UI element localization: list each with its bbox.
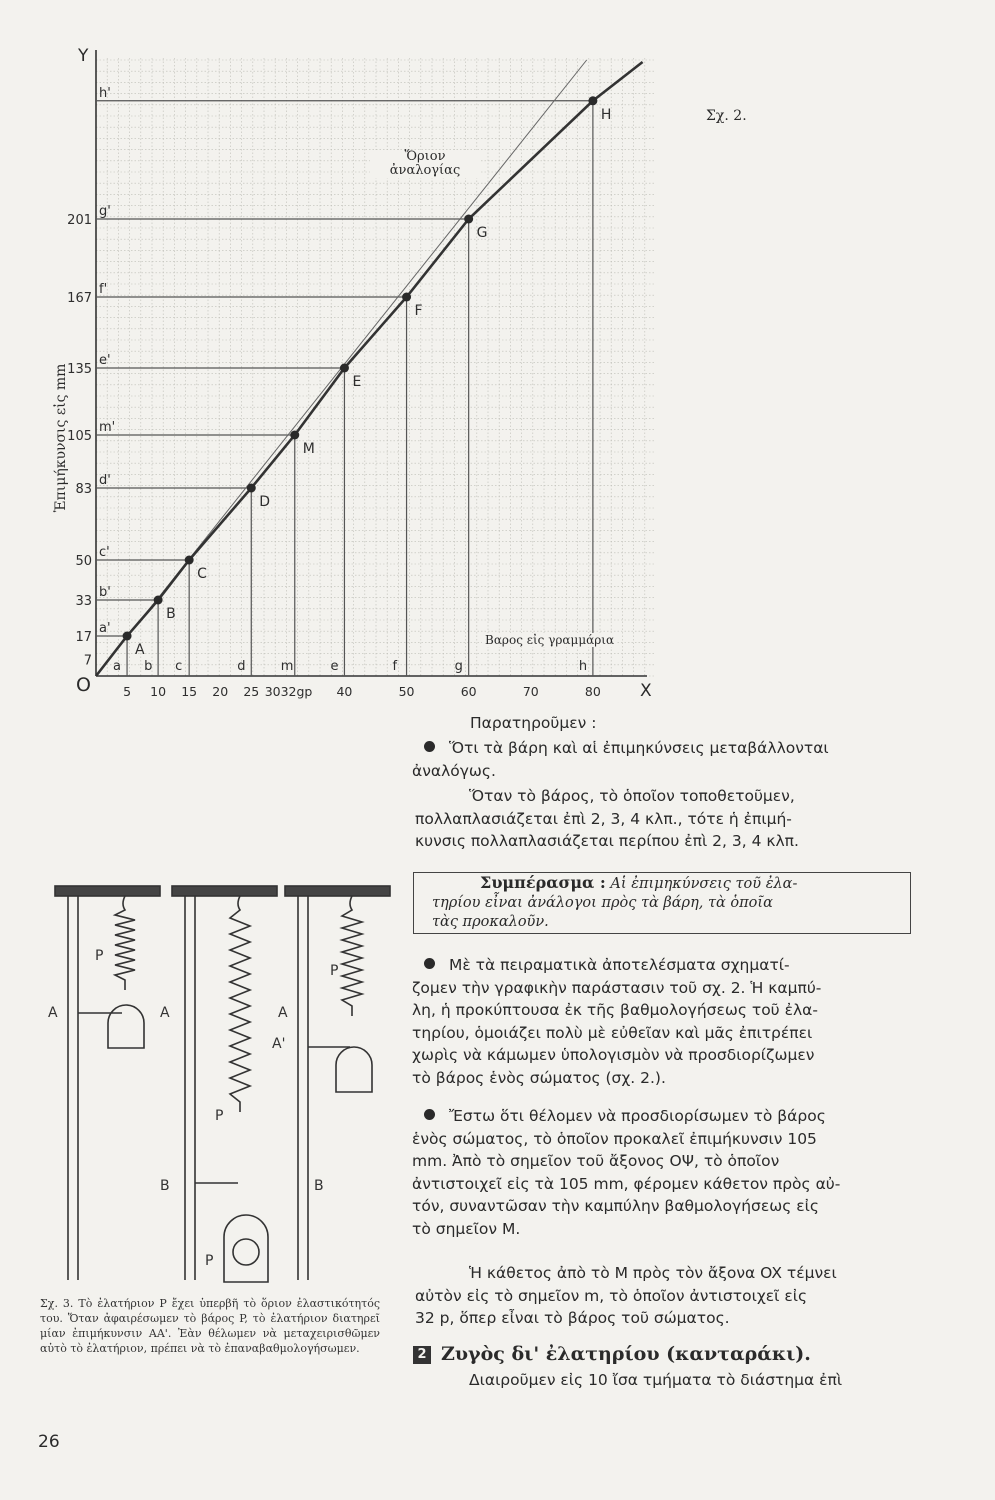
graph-grid — [96, 50, 655, 676]
obs2-text-b: πολλαπλασιάζεται ἐπὶ 2, 3, 4 κλπ., τότε ἡ ἐπιμή- — [415, 809, 792, 828]
y-point-label: c' — [99, 545, 110, 560]
curve-point-label: H — [600, 106, 612, 123]
conclusion-line-1: Αἱ ἐπιμηκύνσεις τοῦ ἐλα- — [610, 876, 798, 892]
data-point-B — [154, 596, 163, 605]
x-tick-label: 20 — [212, 684, 229, 699]
obs1-text-b: ἀναλόγως. — [412, 761, 496, 780]
obs1-text-a: Ὅτι τὰ βάρη καὶ αἱ ἐπιμηκύνσεις μεταβάλλονται — [449, 739, 829, 757]
label-B-2: B — [160, 1178, 170, 1194]
data-point-A — [123, 632, 132, 641]
paragraph-example — [412, 1105, 907, 1240]
x-point-label: b — [144, 659, 153, 674]
x-tick-label: 25 — [243, 684, 260, 699]
section-number: 2 — [413, 1346, 431, 1364]
x-point-label: e — [330, 659, 339, 674]
x-point-label: f — [392, 659, 398, 674]
y-tick-label: 201 — [67, 213, 92, 228]
x-tick-label: 10 — [150, 684, 167, 699]
spring-1 — [115, 896, 135, 990]
x-tick-label: 5 — [123, 684, 132, 699]
limit-label-line-2: ἀναλογίας — [389, 163, 461, 178]
p3-line-6: τὸ βάρος ἑνὸς σώματος (σχ. 2.). — [412, 1068, 666, 1087]
y-tick-label: 33 — [75, 594, 92, 609]
graph-labels — [67, 86, 611, 699]
p4-line-2: ἑνὸς σώματος, τὸ ὁποῖον προκαλεῖ ἐπιμήκυνσιν 105 — [412, 1129, 817, 1148]
y-point-label: b' — [99, 585, 111, 600]
x-point-label: g — [454, 659, 463, 674]
origin-letter: O — [76, 674, 91, 696]
p4-line-3: mm. Ἀπὸ τὸ σημεῖον τοῦ ἄξονος ΟΨ, τὸ ὁποῖον — [412, 1152, 780, 1170]
bullet-icon — [424, 958, 435, 969]
observe-text: Παρατηροῦμεν : — [470, 714, 597, 732]
section-last-line — [415, 1369, 910, 1392]
y-axis-title: Ἐπιμήκυνσις εἰς mm — [53, 363, 69, 513]
x-tick-label: 70 — [522, 684, 539, 699]
y-tick-label: 83 — [75, 482, 92, 497]
label-P-2: P — [215, 1108, 224, 1124]
y-tick-label: 17 — [75, 630, 92, 645]
x-point-label: c — [175, 659, 183, 674]
x-axis-letter: X — [640, 681, 652, 701]
y-tick-label: 167 — [67, 291, 92, 306]
p4-line-5: τόν, συναντῶσαν τὴν καμπύλην βαθμολογήσεως εἰς — [412, 1197, 819, 1215]
label-P-4: P — [330, 963, 339, 979]
x-tick-label: 15 — [181, 684, 198, 699]
weight-2 — [224, 1215, 268, 1282]
data-point-C — [185, 556, 194, 565]
y-tick-label: 50 — [75, 554, 92, 569]
support-beam-2 — [172, 886, 277, 896]
section-title-text: Ζυγὸς δι' ἐλατηρίου (κανταράκι). — [441, 1343, 811, 1365]
label-A-1: A — [48, 1005, 58, 1021]
curve-point-label: C — [197, 566, 207, 582]
y-point-label: e' — [99, 353, 111, 368]
curve-point-label: D — [259, 494, 271, 510]
obs2-text-c: κυνσις πολλαπλασιάζεται περίπου ἐπὶ 2, 3, 4 κλπ. — [415, 832, 799, 850]
label-A-3: A — [278, 1005, 288, 1021]
x-point-label: h — [578, 659, 588, 674]
data-point-E — [340, 364, 349, 373]
p4-line-1: Ἔστω ὅτι θέλομεν νὰ προσδιορίσωμεν τὸ βάρος — [449, 1107, 826, 1125]
figure-3-caption: Σχ. 3. Τὸ ἐλατήριον P ἔχει ὑπερβῆ τὸ ὅριον ἐλαστικότητός του. Ὅταν ἀφαιρέσωμεν τὸ βάρος P, τὸ ἐλατήριον διατηρεῖ μίαν ἐπιμήκυνσιν AA'. Ἐὰν θέλωμεν νὰ μεταχειρισθῶμεν αὐτὸ τὸ ἐλατήριον, πρέπει νὰ τὸ ἐπαναβαθμολογήσωμεν. — [40, 1297, 380, 1355]
data-point-G — [464, 215, 473, 224]
weight-3 — [336, 1047, 372, 1092]
x-axis-title: Βαρος εἰς γραμμάρια — [482, 633, 617, 647]
curve-point-label: F — [414, 303, 423, 319]
support-beam-3 — [285, 886, 390, 896]
conclusion-line-2: τηρίου εἶναι ἀνάλογοι πρὸς τὰ βάρη, τὰ ὁποῖα — [432, 895, 773, 911]
observation-1 — [412, 737, 907, 782]
weight-1 — [108, 1005, 144, 1048]
data-point-D — [247, 484, 256, 493]
limit-label — [370, 150, 480, 178]
data-point-H — [588, 96, 597, 105]
p3-line-2: ζομεν τὴν γραφικὴν παράστασιν τοῦ σχ. 2. Ἡ καμπύ- — [412, 978, 822, 997]
figure-2-label: Σχ. 2. — [706, 108, 747, 124]
conclusion-heading: Συμπέρασμα : — [480, 873, 606, 892]
bullet-icon — [424, 741, 435, 752]
y-tick-label: 7 — [83, 653, 92, 669]
p4-line-6: τὸ σημεῖον M. — [412, 1219, 521, 1238]
x-point-label: m — [280, 659, 294, 674]
weight-2-ring — [233, 1239, 259, 1265]
label-B-3: B — [314, 1178, 324, 1194]
observation-2 — [415, 785, 910, 853]
p3-line-4: τηρίου, ὁμοιάζει πολὺ μὲ εὐθεῖαν καὶ μᾶς ἐπιτρέπει — [412, 1023, 813, 1042]
x-tick-label: 60 — [460, 684, 477, 699]
x-point-label: a — [113, 659, 122, 674]
data-point-F — [402, 293, 411, 302]
curve-point-label: E — [352, 374, 362, 390]
x-tick-label: 50 — [398, 684, 415, 699]
page-number: 26 — [38, 1432, 60, 1452]
y-tick-label: 135 — [67, 362, 92, 377]
y-point-label: m' — [99, 420, 116, 435]
p3-line-5: χωρὶς νὰ κάμωμεν ὑπολογισμὸν νὰ προσδιορίζωμεν — [412, 1046, 815, 1064]
y-point-label: g' — [99, 204, 111, 219]
section-heading — [413, 1343, 811, 1365]
projection-lines — [96, 101, 593, 676]
obs2-text-a: Ὅταν τὸ βάρος, τὸ ὁποῖον τοποθετοῦμεν, — [469, 787, 795, 805]
conclusion-box — [413, 872, 911, 934]
y-axis-letter: Y — [78, 46, 89, 66]
curve-point-label: G — [476, 225, 488, 241]
figure-3-springs — [40, 880, 400, 1290]
obs1-line-1 — [412, 737, 907, 760]
y-tick-label: 105 — [67, 429, 92, 444]
spring-2 — [230, 896, 250, 1112]
p3-line-1: Μὲ τὰ πειραματικὰ ἀποτελέσματα σχηματί- — [449, 956, 790, 974]
paragraph-perpendicular — [415, 1262, 910, 1330]
x-tick-label: 3032gp — [264, 684, 313, 699]
y-point-label: f' — [99, 282, 108, 297]
spring-3 — [342, 896, 362, 1016]
curve-point-label: M — [302, 441, 315, 457]
label-A-2: A — [160, 1005, 170, 1021]
p5-line-2: αὐτὸν εἰς τὸ σημεῖον m, τὸ ὁποῖον ἀντιστοιχεῖ εἰς — [415, 1286, 808, 1305]
label-P-3: P — [205, 1253, 214, 1269]
x-tick-label: 80 — [584, 684, 601, 699]
y-point-label: d' — [99, 473, 111, 488]
curve-point-label: B — [166, 606, 176, 622]
y-point-label: h' — [99, 85, 111, 101]
observe-heading — [470, 712, 965, 735]
bullet-icon — [424, 1109, 435, 1120]
y-point-label: a' — [99, 621, 111, 636]
support-beam-1 — [55, 886, 160, 896]
p5-line-1: Ἡ κάθετος ἀπὸ τὸ M πρὸς τὸν ἄξονα OX τέμνει — [469, 1264, 837, 1282]
x-tick-label: 40 — [336, 684, 353, 699]
paragraph-graph — [412, 954, 907, 1089]
x-point-label: d — [237, 659, 246, 674]
last-line-text: Διαιροῦμεν εἰς 10 ἴσα τμήματα τὸ διάστημα ἐπὶ — [469, 1371, 843, 1389]
label-A-prime: A' — [272, 1036, 286, 1052]
p3-line-3: λη, ἡ προκύπτουσα ἐκ τῆς βαθμολογήσεως τοῦ ἐλα- — [412, 1001, 818, 1019]
curve-point-label: A — [135, 642, 145, 658]
label-P-1: P — [95, 948, 104, 964]
limit-label-line-1: Ὅριον — [404, 149, 446, 164]
p5-line-3: 32 p, ὅπερ εἶναι τὸ βάρος τοῦ σώματος. — [415, 1309, 730, 1327]
conclusion-line-3: τὰς προκαλοῦν. — [432, 914, 549, 930]
p4-line-4: ἀντιστοιχεῖ εἰς τὰ 105 mm, φέρομεν κάθετον πρὸς αὐ- — [412, 1174, 841, 1193]
data-point-M — [290, 431, 299, 440]
